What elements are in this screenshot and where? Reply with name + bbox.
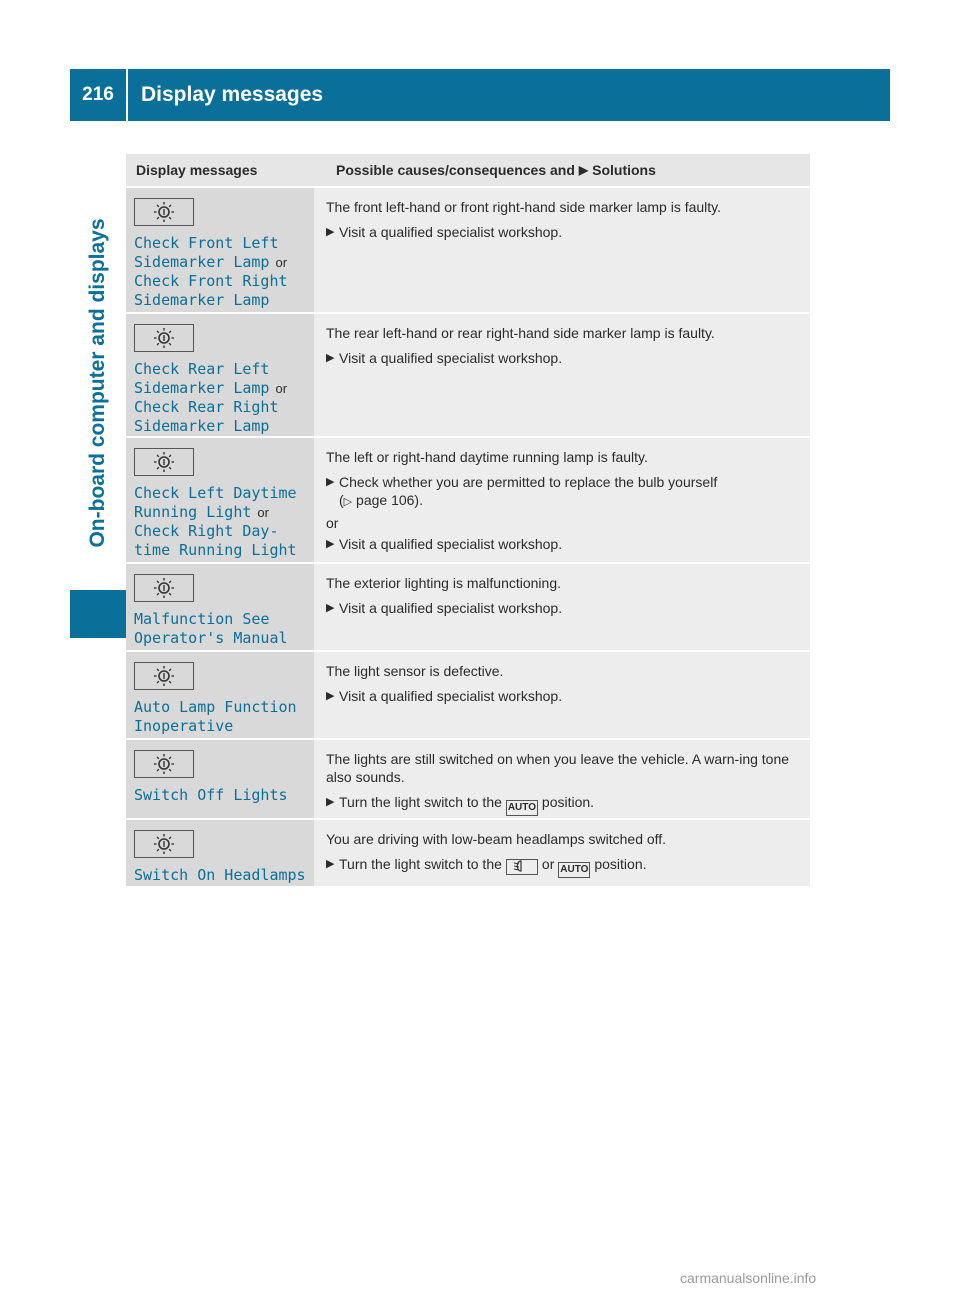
solution-step: ▶ Turn the light switch to the AUTO position.: [326, 793, 798, 816]
low-beam-icon: [506, 859, 538, 875]
step-arrow-icon: ▶: [326, 796, 335, 808]
cause-cell: [314, 820, 810, 886]
table-row: [126, 740, 810, 820]
exterior-lamp-icon: [134, 830, 194, 858]
solution-step: ▶ Visit a qualified specialist workshop.: [326, 600, 563, 616]
message-line: Check Rear Left: [134, 360, 270, 378]
message-line: Sidemarker Lamp: [134, 416, 270, 435]
message-line: Check Rear Right: [134, 398, 279, 416]
cause-text: The exterior lighting is malfunctioning.: [326, 575, 562, 591]
auto-light-icon: AUTO: [506, 800, 538, 816]
table-row: [126, 188, 810, 314]
header-causes-solutions: [324, 154, 810, 186]
message-line: Switch On Headlamps: [134, 866, 306, 884]
message-line: time Running Light: [134, 540, 297, 559]
header-divider: [126, 69, 128, 121]
message-cell: [126, 820, 314, 886]
message-cell: [126, 740, 314, 818]
step-arrow-icon: ▶: [326, 690, 335, 702]
auto-light-icon: AUTO: [558, 862, 590, 878]
message-line: Auto Lamp Function: [134, 698, 297, 716]
solution-step: ▶ Visit a qualified specialist workshop.: [326, 350, 563, 366]
cause-cell: [314, 314, 810, 436]
footer-watermark: carmanualsonline.info: [680, 1270, 817, 1286]
step-arrow-icon: ▶: [326, 858, 335, 870]
solution-arrow-icon: ▶: [578, 163, 589, 177]
cause-text: The light sensor is defective.: [326, 663, 504, 679]
solution-step: ▶ Visit a qualified specialist workshop.: [326, 536, 563, 552]
page-ref-icon: ▷: [343, 496, 353, 508]
page-header: [70, 69, 890, 121]
message-line: Check Front Right: [134, 272, 288, 290]
step-arrow-icon: ▶: [326, 352, 335, 364]
cause-cell: [314, 188, 810, 312]
cause-cell: [314, 564, 810, 650]
header-causes-text: Possible causes/consequences and: [336, 162, 575, 178]
cause-text: The rear left-hand or rear right-hand side marker lamp is faulty.: [326, 325, 715, 341]
exterior-lamp-icon: [134, 574, 194, 602]
page-number: 216: [82, 84, 114, 105]
page-reference[interactable]: page 106).: [356, 492, 423, 508]
section-tab-marker: [70, 590, 126, 638]
message-line: Running Light or: [134, 502, 269, 521]
exterior-lamp-icon: [134, 448, 194, 476]
solution-step: ▶ Visit a qualified specialist workshop.: [326, 688, 563, 704]
cause-text: The front left-hand or front right-hand side marker lamp is faulty.: [326, 199, 722, 215]
page-title: Display messages: [141, 83, 324, 106]
cause-text: The lights are still switched on when you leave the vehicle. A warn-ing tone also sounds.: [326, 751, 790, 785]
message-line: Switch Off Lights: [134, 786, 288, 804]
message-cell: [126, 188, 314, 312]
message-line: Sidemarker Lamp or: [134, 252, 288, 271]
section-sidebar: [70, 128, 126, 638]
message-cell: [126, 652, 314, 738]
cause-text: You are driving with low-beam headlamps switched off.: [326, 831, 667, 847]
cause-cell: [314, 438, 810, 562]
message-line: Check Front Left: [134, 234, 279, 252]
section-label: On-board computer and displays: [86, 218, 109, 548]
step-arrow-icon: ▶: [326, 226, 335, 238]
table-header: [126, 154, 810, 188]
solution-step: ▶ Turn the light switch to the or AUTO position.: [326, 855, 798, 878]
or-text: or: [326, 515, 339, 531]
table-row: [126, 314, 810, 438]
table-row: [126, 820, 810, 888]
message-line: Check Left Daytime: [134, 484, 297, 502]
exterior-lamp-icon: [134, 750, 194, 778]
message-line: Inoperative: [134, 716, 234, 735]
exterior-lamp-icon: [134, 198, 194, 226]
exterior-lamp-icon: [134, 324, 194, 352]
message-line: Check Right Day‐: [134, 522, 279, 540]
step-arrow-icon: ▶: [326, 476, 335, 488]
table-row: [126, 438, 810, 564]
solution-step: ▶ Visit a qualified specialist workshop.: [326, 224, 563, 240]
message-line: Sidemarker Lamp or: [134, 378, 288, 397]
step-arrow-icon: ▶: [326, 538, 335, 550]
step-arrow-icon: ▶: [326, 602, 335, 614]
header-display-messages: Display messages: [136, 162, 258, 178]
message-cell: [126, 314, 314, 436]
cause-text: The left or right-hand daytime running lamp is faulty.: [326, 449, 648, 465]
display-messages-table: [126, 154, 810, 888]
cause-cell: [314, 740, 810, 818]
message-cell: [126, 438, 314, 562]
message-line: Operator's Manual: [134, 628, 288, 647]
header-solutions-text: Solutions: [592, 162, 656, 178]
exterior-lamp-icon: [134, 662, 194, 690]
table-row: [126, 564, 810, 652]
message-cell: [126, 564, 314, 650]
message-line: Malfunction See: [134, 610, 270, 628]
table-row: [126, 652, 810, 740]
cause-cell: [314, 652, 810, 738]
solution-step: ▶ Check whether you are permitted to replace the bulb yourself (▷ page 106).: [326, 473, 798, 511]
message-line: Sidemarker Lamp: [134, 290, 270, 309]
